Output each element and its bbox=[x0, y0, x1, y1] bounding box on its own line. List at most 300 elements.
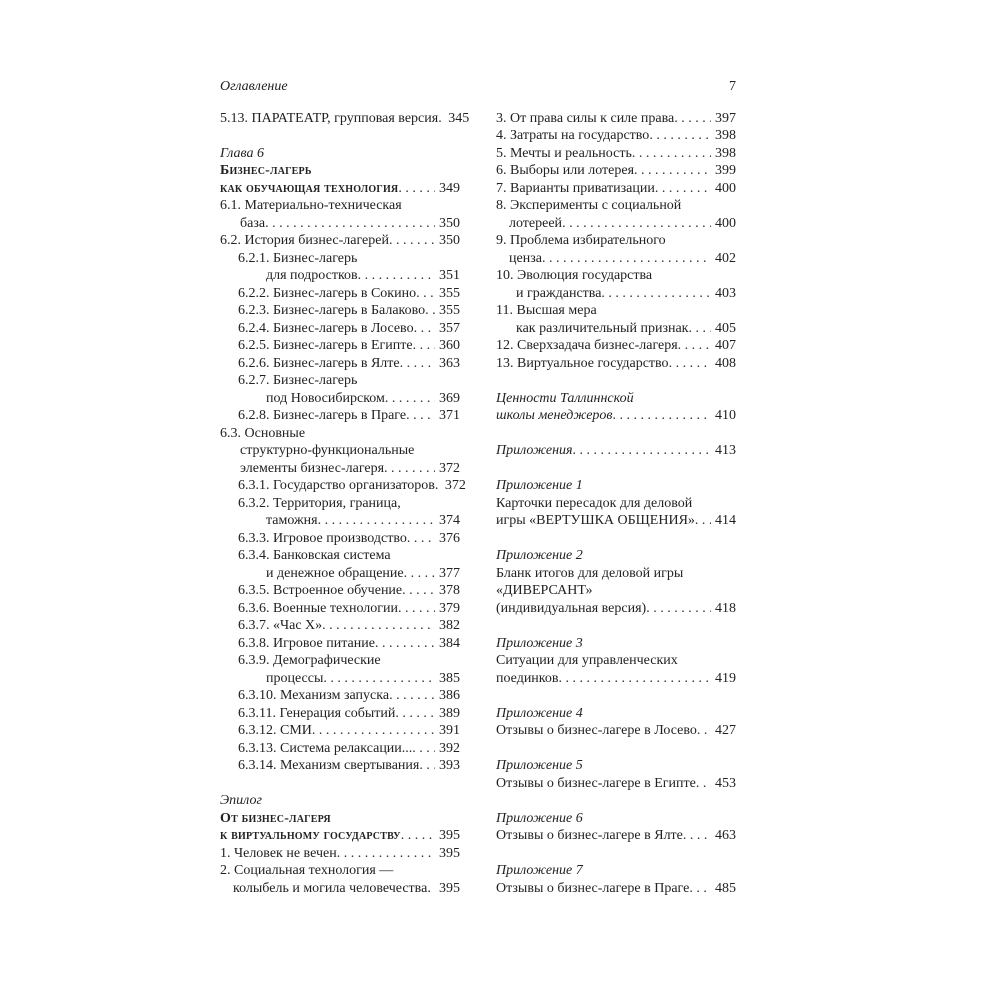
dot-leader bbox=[322, 617, 435, 635]
toc-text: 2. Социальная технология — bbox=[220, 863, 394, 878]
toc-text: 6. Выборы или лотерея bbox=[496, 163, 635, 178]
toc-text: 6.3.14. Механизм свертывания bbox=[238, 758, 420, 773]
toc-line bbox=[496, 722, 736, 740]
toc-text: для подростков bbox=[266, 268, 358, 283]
toc-entry bbox=[220, 145, 460, 163]
dot-leader bbox=[398, 180, 435, 198]
dot-leader bbox=[601, 285, 711, 303]
toc-entry bbox=[496, 162, 736, 180]
toc-entry bbox=[220, 862, 460, 897]
toc-entry bbox=[496, 705, 736, 723]
toc-line bbox=[496, 582, 736, 600]
toc-entry bbox=[496, 302, 736, 337]
page-number: 398 bbox=[715, 145, 736, 161]
toc-line bbox=[220, 827, 460, 845]
toc-entry bbox=[220, 302, 460, 320]
toc-entry bbox=[220, 757, 460, 775]
toc-text: От бизнес-лагеря bbox=[220, 810, 331, 826]
toc-entry bbox=[496, 337, 736, 355]
toc-text: 6.2.6. Бизнес-лагерь в Ялте bbox=[238, 355, 400, 371]
toc-text: 6.3.3. Игровое производство bbox=[238, 530, 407, 546]
toc-text: Отзывы о бизнес-лагере в Египте bbox=[496, 775, 696, 791]
dot-leader bbox=[401, 827, 435, 845]
toc-line bbox=[220, 232, 460, 250]
page-number: 485 bbox=[715, 880, 736, 896]
toc-column-right bbox=[496, 110, 736, 898]
page-number: 376 bbox=[439, 530, 460, 546]
dot-leader bbox=[389, 687, 435, 705]
toc-entry bbox=[496, 495, 736, 530]
toc-line bbox=[220, 425, 460, 443]
page-number: 386 bbox=[439, 688, 460, 703]
toc-line bbox=[238, 740, 460, 758]
dot-leader bbox=[425, 302, 435, 320]
toc-entry bbox=[496, 565, 736, 618]
toc-text: 9. Проблема избирательного bbox=[496, 233, 666, 248]
running-header-page-number: 7 bbox=[729, 79, 736, 94]
toc-line bbox=[496, 670, 736, 688]
toc-line bbox=[496, 547, 736, 565]
page-number: 453 bbox=[715, 775, 736, 791]
dot-leader bbox=[384, 460, 435, 478]
toc-line bbox=[496, 705, 736, 723]
toc-line bbox=[238, 250, 460, 268]
toc-text: 3. От права силы к силе права bbox=[496, 110, 675, 126]
toc-entry bbox=[496, 880, 736, 898]
toc-entry bbox=[220, 355, 460, 373]
page-number: 389 bbox=[439, 705, 460, 721]
toc-line bbox=[220, 180, 460, 198]
toc-text: 6.2.7. Бизнес-лагерь bbox=[238, 373, 358, 388]
toc-line bbox=[496, 512, 736, 530]
toc-text: как различительный признак bbox=[516, 320, 689, 336]
toc-line bbox=[238, 285, 460, 303]
toc-entry bbox=[496, 775, 736, 793]
page-number: 395 bbox=[439, 880, 460, 896]
toc-line bbox=[496, 337, 736, 355]
toc-text: Приложения bbox=[496, 443, 573, 458]
toc-line bbox=[496, 250, 736, 268]
toc-line bbox=[496, 407, 736, 425]
toc-entry bbox=[220, 250, 460, 285]
toc-entry bbox=[496, 635, 736, 653]
toc-line bbox=[220, 442, 460, 460]
toc-text: Приложение 3 bbox=[496, 635, 583, 651]
toc-line bbox=[496, 880, 736, 898]
toc-line bbox=[496, 442, 736, 460]
toc-text: 5.13. ПАРАТЕАТР, групповая версия bbox=[220, 110, 439, 126]
page-number: 397 bbox=[715, 110, 736, 126]
toc-text: 6.3.2. Территория, граница, bbox=[238, 495, 401, 511]
toc-entry bbox=[496, 547, 736, 565]
toc-text: процессы bbox=[266, 670, 324, 686]
toc-text: Карточки пересадок для деловой bbox=[496, 495, 693, 511]
page-number: 377 bbox=[439, 565, 460, 581]
toc-text: Приложение 1 bbox=[496, 478, 583, 493]
page-number: 419 bbox=[715, 670, 736, 686]
toc-text: под Новосибирском bbox=[266, 390, 385, 406]
dot-leader bbox=[312, 722, 435, 740]
toc-text: 6.3.5. Встроенное обучение bbox=[238, 583, 403, 598]
dot-leader bbox=[398, 600, 435, 618]
toc-text: и денежное обращение bbox=[266, 565, 404, 581]
toc-line bbox=[238, 547, 460, 565]
dot-leader bbox=[695, 512, 711, 530]
toc-entry bbox=[220, 687, 460, 705]
toc-text: ценза bbox=[509, 250, 542, 266]
page-number: 345 bbox=[448, 110, 470, 126]
dot-leader bbox=[435, 477, 441, 495]
dot-leader bbox=[414, 320, 435, 338]
dot-leader bbox=[412, 740, 435, 758]
toc-entry bbox=[220, 740, 460, 758]
running-header-title: Оглавление bbox=[220, 79, 288, 94]
toc-line bbox=[238, 687, 460, 705]
toc-text: Отзывы о бизнес-лагере в Лосево bbox=[496, 723, 697, 738]
toc-text: 6.2.8. Бизнес-лагерь в Праге bbox=[238, 408, 407, 423]
dot-leader bbox=[385, 390, 435, 408]
toc-text: лотереей bbox=[509, 215, 563, 231]
dot-leader bbox=[674, 110, 711, 128]
toc-entry bbox=[220, 337, 460, 355]
toc-text: Отзывы о бизнес-лагере в Ялте bbox=[496, 828, 683, 843]
toc-entry bbox=[220, 285, 460, 303]
toc-line bbox=[238, 477, 466, 495]
toc-text: 6.3.1. Государство организаторов bbox=[238, 478, 435, 493]
toc-text: игры «ВЕРТУШКА ОБЩЕНИЯ» bbox=[496, 513, 695, 528]
toc-line bbox=[496, 215, 736, 233]
toc-entry bbox=[220, 407, 460, 425]
page-number: 382 bbox=[439, 618, 460, 633]
toc-text: 6.2.5. Бизнес-лагерь в Египте bbox=[238, 338, 413, 353]
toc-text: 6.2.3. Бизнес-лагерь в Балаково bbox=[238, 303, 426, 318]
toc-entry bbox=[496, 810, 736, 828]
page-number: 395 bbox=[439, 828, 460, 843]
dot-leader bbox=[318, 512, 435, 530]
toc-text: Бланк итогов для деловой игры bbox=[496, 565, 684, 581]
dot-leader bbox=[655, 180, 711, 198]
toc-line bbox=[496, 862, 736, 880]
toc-text: 6.2.4. Бизнес-лагерь в Лосево bbox=[238, 320, 414, 336]
toc-line bbox=[496, 390, 736, 408]
toc-entry bbox=[496, 355, 736, 373]
toc-line bbox=[238, 652, 460, 670]
dot-leader bbox=[573, 442, 711, 460]
toc-entry bbox=[220, 582, 460, 600]
dot-leader bbox=[337, 845, 435, 863]
page-number: 410 bbox=[715, 408, 736, 423]
toc-text: Ситуации для управленческих bbox=[496, 653, 678, 668]
toc-text: таможня bbox=[266, 513, 318, 528]
page-number: 391 bbox=[439, 723, 460, 738]
toc-entry bbox=[220, 232, 460, 250]
toc-text: 6.3.6. Военные технологии bbox=[238, 600, 398, 616]
toc-text: структурно-функциональные bbox=[240, 443, 415, 458]
toc-line bbox=[220, 880, 460, 898]
toc-entry bbox=[220, 547, 460, 582]
page-number: 360 bbox=[439, 338, 460, 353]
toc-text: к виртуальному государству bbox=[220, 828, 401, 843]
page-number: 403 bbox=[715, 285, 736, 301]
toc-entry bbox=[496, 442, 736, 460]
toc-entry bbox=[220, 635, 460, 653]
page-number: 355 bbox=[439, 285, 460, 301]
toc-line bbox=[496, 197, 736, 215]
toc-line bbox=[238, 635, 460, 653]
toc-text: Эпилог bbox=[220, 793, 262, 808]
page-number: 371 bbox=[439, 408, 460, 423]
page-number: 408 bbox=[715, 355, 736, 371]
toc-line bbox=[496, 302, 736, 320]
toc-text: Приложение 5 bbox=[496, 758, 583, 773]
dot-leader bbox=[646, 600, 711, 618]
page-number: 418 bbox=[715, 600, 736, 616]
toc-line bbox=[496, 827, 736, 845]
toc-line bbox=[238, 757, 460, 775]
page-number: 405 bbox=[715, 320, 736, 336]
toc-text: (индивидуальная версия) bbox=[496, 600, 647, 616]
toc-line bbox=[496, 110, 736, 128]
page-number: 363 bbox=[439, 355, 460, 371]
dot-leader bbox=[400, 355, 435, 373]
toc-line bbox=[220, 460, 460, 478]
toc-line bbox=[238, 722, 460, 740]
dot-leader bbox=[562, 215, 711, 233]
page-number: 414 bbox=[715, 513, 736, 528]
page-number: 399 bbox=[715, 163, 736, 178]
toc-column-left bbox=[220, 110, 470, 898]
toc-line bbox=[238, 582, 460, 600]
toc-line bbox=[220, 845, 460, 863]
toc-line bbox=[496, 565, 736, 583]
dot-leader bbox=[542, 250, 711, 268]
toc-text: 5. Мечты и реальность bbox=[496, 145, 632, 161]
toc-entry bbox=[220, 810, 460, 845]
toc-text: Приложение 2 bbox=[496, 548, 583, 563]
toc-text: как обучающая технология bbox=[220, 180, 399, 196]
toc-text: 6.3.11. Генерация событий bbox=[238, 705, 396, 721]
toc-entry bbox=[220, 600, 460, 618]
page-number: 349 bbox=[439, 180, 460, 196]
toc-line bbox=[238, 530, 460, 548]
toc-line bbox=[238, 302, 460, 320]
toc-entry bbox=[496, 197, 736, 232]
dot-leader bbox=[389, 232, 435, 250]
toc-line bbox=[496, 495, 736, 513]
toc-line bbox=[238, 600, 460, 618]
toc-text: Отзывы о бизнес-лагере в Праге bbox=[496, 880, 690, 896]
toc-line bbox=[220, 162, 460, 180]
dot-leader bbox=[427, 880, 435, 898]
toc-line bbox=[220, 145, 460, 163]
dot-leader bbox=[402, 582, 435, 600]
dot-leader bbox=[634, 162, 711, 180]
toc-line bbox=[496, 285, 736, 303]
dot-leader bbox=[632, 145, 711, 163]
toc-text: Бизнес-лагерь bbox=[220, 163, 312, 178]
toc-line bbox=[496, 477, 736, 495]
toc-line bbox=[496, 810, 736, 828]
page-number: 398 bbox=[715, 128, 736, 143]
toc-line bbox=[496, 320, 736, 338]
toc-line bbox=[238, 617, 460, 635]
toc-line bbox=[496, 775, 736, 793]
toc-line bbox=[496, 180, 736, 198]
dot-leader bbox=[689, 880, 711, 898]
page-number: 384 bbox=[439, 635, 460, 651]
toc-text: поединков bbox=[496, 670, 559, 686]
toc-text: 8. Эксперименты с социальной bbox=[496, 198, 682, 213]
toc-line bbox=[496, 757, 736, 775]
toc-text: 6.3.7. «Час X» bbox=[238, 618, 323, 633]
toc-entry bbox=[496, 390, 736, 425]
toc-text: 6.3. Основные bbox=[220, 425, 306, 441]
toc-line bbox=[496, 232, 736, 250]
toc-line bbox=[496, 355, 736, 373]
toc-entry bbox=[220, 652, 460, 687]
toc-line bbox=[496, 127, 736, 145]
toc-line bbox=[496, 162, 736, 180]
toc-entry bbox=[496, 477, 736, 495]
dot-leader bbox=[678, 337, 711, 355]
toc-line bbox=[238, 565, 460, 583]
dot-leader bbox=[406, 407, 435, 425]
toc-entry bbox=[220, 792, 460, 810]
page-number: 350 bbox=[439, 215, 460, 231]
page-number: 395 bbox=[439, 845, 460, 861]
toc-text: 6.3.9. Демографические bbox=[238, 653, 381, 668]
dot-leader bbox=[559, 670, 711, 688]
dot-leader bbox=[613, 407, 712, 425]
toc-entry bbox=[220, 617, 460, 635]
page-number: 357 bbox=[439, 320, 460, 336]
page-number: 402 bbox=[715, 250, 736, 266]
toc-entry bbox=[496, 862, 736, 880]
page-number: 372 bbox=[444, 478, 466, 493]
dot-leader bbox=[395, 705, 435, 723]
toc-text: 10. Эволюция государства bbox=[496, 268, 653, 283]
toc-entry bbox=[496, 145, 736, 163]
dot-leader bbox=[683, 827, 711, 845]
page-number: 407 bbox=[715, 338, 736, 353]
toc-entry bbox=[220, 197, 460, 232]
toc-columns bbox=[220, 110, 736, 898]
toc-text: Приложение 7 bbox=[496, 863, 583, 878]
toc-line bbox=[238, 267, 460, 285]
toc-entry bbox=[496, 652, 736, 687]
dot-leader bbox=[438, 110, 444, 128]
toc-line bbox=[220, 862, 460, 880]
page-number: 379 bbox=[439, 600, 460, 616]
toc-entry bbox=[220, 477, 466, 495]
dot-leader bbox=[375, 635, 435, 653]
toc-text: Ценности Таллиннской bbox=[496, 390, 634, 406]
toc-line bbox=[220, 810, 460, 828]
dot-leader bbox=[688, 320, 711, 338]
toc-text: 12. Сверхзадача бизнес-лагеря bbox=[496, 338, 678, 353]
toc-line bbox=[238, 705, 460, 723]
toc-text: база bbox=[240, 215, 266, 231]
toc-entry bbox=[220, 320, 460, 338]
toc-text: элементы бизнес-лагеря bbox=[240, 460, 385, 476]
page-number: 369 bbox=[439, 390, 460, 406]
toc-line bbox=[238, 390, 460, 408]
page-number: 372 bbox=[439, 460, 460, 476]
toc-entry bbox=[496, 827, 736, 845]
toc-text: 6.3.8. Игровое питание bbox=[238, 635, 375, 651]
page-number: 378 bbox=[439, 583, 460, 598]
toc-text: 6.3.12. СМИ bbox=[238, 723, 312, 738]
toc-text: и гражданства bbox=[516, 285, 602, 301]
page-number: 350 bbox=[439, 233, 460, 248]
toc-text: 6.3.4. Банковская система bbox=[238, 548, 391, 563]
page-number: 413 bbox=[715, 443, 736, 458]
dot-leader bbox=[413, 337, 435, 355]
toc-line bbox=[238, 337, 460, 355]
dot-leader bbox=[358, 267, 435, 285]
toc-line bbox=[238, 512, 460, 530]
toc-text: Глава 6 bbox=[220, 145, 264, 161]
toc-entry bbox=[220, 495, 460, 530]
dot-leader bbox=[419, 757, 435, 775]
toc-entry bbox=[220, 372, 460, 407]
dot-leader bbox=[404, 565, 435, 583]
running-header bbox=[220, 78, 736, 96]
toc-line bbox=[496, 600, 736, 618]
toc-entry bbox=[496, 757, 736, 775]
toc-entry bbox=[496, 127, 736, 145]
toc-line bbox=[238, 407, 460, 425]
page-number: 351 bbox=[439, 268, 460, 283]
toc-text: 6.2. История бизнес-лагерей bbox=[220, 233, 389, 248]
toc-text: 6.1. Материально-техническая bbox=[220, 198, 402, 213]
toc-text: школы менеджеров bbox=[496, 408, 613, 423]
toc-line bbox=[220, 792, 460, 810]
toc-line bbox=[238, 372, 460, 390]
page-number: 393 bbox=[439, 758, 460, 773]
toc-entry bbox=[496, 180, 736, 198]
dot-leader bbox=[416, 285, 435, 303]
toc-text: 6.3.10. Механизм запуска bbox=[238, 688, 390, 703]
toc-entry bbox=[220, 110, 470, 128]
toc-line bbox=[238, 355, 460, 373]
page-content bbox=[220, 78, 736, 897]
toc-text: 11. Высшая мера bbox=[496, 303, 597, 318]
toc-entry bbox=[496, 232, 736, 267]
page-number: 400 bbox=[715, 215, 736, 231]
toc-line bbox=[496, 652, 736, 670]
toc-line bbox=[238, 495, 460, 513]
toc-text: 13. Виртуальное государство bbox=[496, 355, 669, 371]
toc-text: 1. Человек не вечен bbox=[220, 845, 337, 861]
toc-entry bbox=[220, 845, 460, 863]
toc-entry bbox=[496, 267, 736, 302]
page-number: 385 bbox=[439, 670, 460, 686]
page-number: 355 bbox=[439, 303, 460, 318]
dot-leader bbox=[669, 355, 711, 373]
page-number: 374 bbox=[439, 513, 460, 528]
toc-line bbox=[220, 110, 470, 128]
dot-leader bbox=[697, 722, 711, 740]
toc-line bbox=[496, 145, 736, 163]
toc-text: Приложение 4 bbox=[496, 705, 583, 721]
toc-line bbox=[238, 320, 460, 338]
page-number: 400 bbox=[715, 180, 736, 196]
toc-line bbox=[220, 215, 460, 233]
toc-entry bbox=[496, 722, 736, 740]
toc-text: 6.3.13. Система релаксации... bbox=[238, 740, 413, 756]
toc-text: 4. Затраты на государство bbox=[496, 128, 650, 143]
